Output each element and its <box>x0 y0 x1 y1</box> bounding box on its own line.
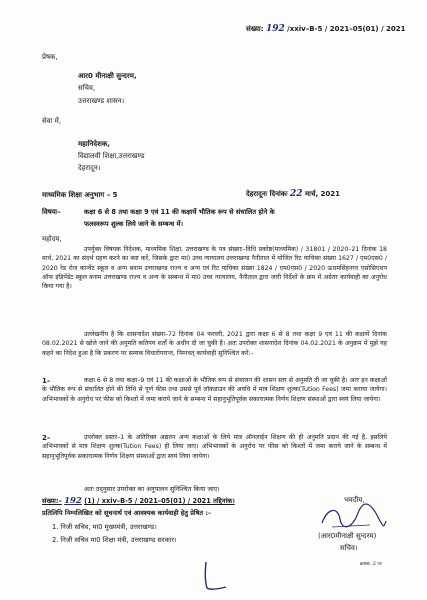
section-name: माध्यमिक शिक्षा अनुभाग – 5 <box>42 191 118 199</box>
reference-label: संख्या: <box>246 25 264 33</box>
copy-item-1: 1. निजी सचिव, मा0 मुख्यमंत्री, उत्तराखण्ड। <box>52 523 157 531</box>
point-2-number: 2– <box>42 434 51 442</box>
sender-label: प्रेषक, <box>42 53 58 61</box>
copy-reference-final <box>42 496 235 506</box>
subject-label: विषयः– <box>42 208 61 216</box>
handwritten-ref-number: 192 <box>265 24 285 34</box>
sender-dept: उत्तराखण्ड शासन। <box>78 97 125 105</box>
recipient-label: सेवा में, <box>42 117 62 125</box>
subject-line-1: कक्षा 6 से 8 तथा कक्षा 9 एवं 11 की कक्षायें भौतिक रूप से संचालित होने के <box>84 208 275 216</box>
signatory-name: (आर0मीनाक्षी सुन्दरम) <box>318 532 377 540</box>
recipient-title: महानिदेशक, <box>78 140 110 148</box>
sender-designation: सचिव, <box>78 84 96 92</box>
point-2-text: उपरोक्त प्रस्तर–1 के अतिरिक्त अद्यतन अन्य कक्षाओं के लिये मात्र ऑनलाईन शिक्षण की ही अनुमति प्रदान की गई है, इसलिये अभिभावकों से मात्र शिक्षण शुल्क(Tution Fees) ही लिया जाए। अभिभावकों के अनुरोध पर फीस को किश्तों में जमा कराये जाने के सम्बन्ध में सहानुभूतिपूर्वक सकारात्मक निर्णय शिक्षण संस्थाओं द्वारा स्वयं लिया जायेगा। <box>42 434 387 460</box>
signature-scribble <box>318 503 388 533</box>
point-1-text: कक्षा 6 से 8 तथा कक्षा–9 एवं 11 की कक्षाओं के भौतिक रूप से संचालन की शासन स्तर से अनुमति दी जा चुकी है। अतः इन कक्षाओं के भौतिक रूप से संचालित होने की तिथि से पूर्ण फीस तथा उससे पूर्व लॉकडाउन की अवधि में मात्र शिक्षण शुल्क(Tution Fees) जमा कराया जायेगा। अभिभावकों के अनुरोध पर फीस को किश्तों में जमा कराये जाने के सम्बन्ध में सहानुभूतिपूर्वक सकारात्मक निर्णय शिक्षण संस्थाओं द्वारा स्वयं लिया जायेगा। <box>42 377 387 403</box>
handwritten-date: 22 <box>290 189 303 199</box>
recipient-place: देहरादून। <box>78 164 101 172</box>
reference-rest: /xxiv–B-5 / 2021–05(01) / 2021 <box>287 25 406 33</box>
handwritten-mark <box>200 560 230 592</box>
copy-intro: प्रतिलिपि निम्नलिखित को सूचनार्थ एवं आवश्यक कार्यवाही हेतु प्रेषित :– <box>42 509 212 517</box>
letter-date <box>246 189 340 199</box>
copy-ref-rest: (1) / xxiv–B-5 / 2021–05(01) / 2021 तद्दिनांक। <box>84 497 235 505</box>
reference-number <box>246 24 406 34</box>
salutation: महोदय, <box>42 235 62 243</box>
paragraph-background: उल्लेखनीय है कि शासनादेश संख्या–72 दिनांक 04 फरवरी, 2021 द्वारा कक्षा 6 से 8 तथा कक्षा 9 एवं 11 की कक्षायें दिनांक 08.02.2021 से खोले जाने की अनुमति कतिपय शर्तों के अधीन दी जा चुकी है। अतः उपरोक्त शासनादेश दिनांक 04.02.2021 के अनुक्रम में मुझे यह कहने का निदेश हुआ है कि प्रकरण पर सम्यक विचारोपरान्त, निम्नवत् कार्यवाही सुनिश्चित करें:– <box>42 331 387 357</box>
copy-ref-label: संख्या:– <box>42 497 62 505</box>
sender-name: आर0 मीनाक्षी सुन्दरम, <box>78 72 137 80</box>
copy-handwritten-number: 192 <box>64 496 82 506</box>
signatory-designation: सचिव। <box>340 544 358 552</box>
subject-line-2: फलस्वरूप शुल्क लिये जाने के सम्बन्ध में। <box>84 220 183 228</box>
closing-regards: भवदीय, <box>344 496 365 504</box>
recipient-dept: विद्यालयी शिक्षा,उत्तराखण्ड <box>78 152 145 160</box>
point-1-number: 1– <box>42 377 51 385</box>
copy-item-2: 2. निजी सचिव मा0 शिक्षा मंत्री, उत्तराखण्ड सरकार। <box>52 536 177 544</box>
paragraph-reference: उपर्युक्त विषयक निदेशक, माध्यमिक शिक्षा, उत्तराखण्ड के पत्र संख्याः–विधि प्रकोष्ठ(माध्यमिक) / 31801 / 2020–21 दिनांक 18 मार्च, 2021 का संदर्भ ग्रहण करने का कष्ट करें, जिसके द्वारा मा0 उच्च न्यायालय उत्तराखण्ड नैनीताल में योजित रिट याचिका संख्या 1627 / एम0एस0 / 2020 रेड रोज कान्वेंट स्कूल व अन्य बनाम उत्तराखण्ड राज्य व अन्य एवं रिट याचिका संख्या 1824 / एम0एस0 / 2020 ऊधमसिंहनगर एसोसिएशन ऑफ इंडिपेंडेंट स्कूल बनाम उत्तराखण्ड राज्य व अन्य के सम्बन्ध में मा0 उच्च न्यायालय, नैनीताल द्वारा जारी निर्देशों के क्रम में अग्रेतर कार्यवाही का अनुरोध किया गया है। <box>42 246 387 291</box>
date-rest: मार्च, 2021 <box>305 190 341 198</box>
compliance-line: अतः तद्नुसार उपरोक्त का अनुपालन सुनिश्चित किया जाए। <box>84 485 220 493</box>
continued-note: क्रमशः..2 पर <box>360 562 382 567</box>
date-city: देहरादूनः दिनांकः <box>246 190 288 198</box>
